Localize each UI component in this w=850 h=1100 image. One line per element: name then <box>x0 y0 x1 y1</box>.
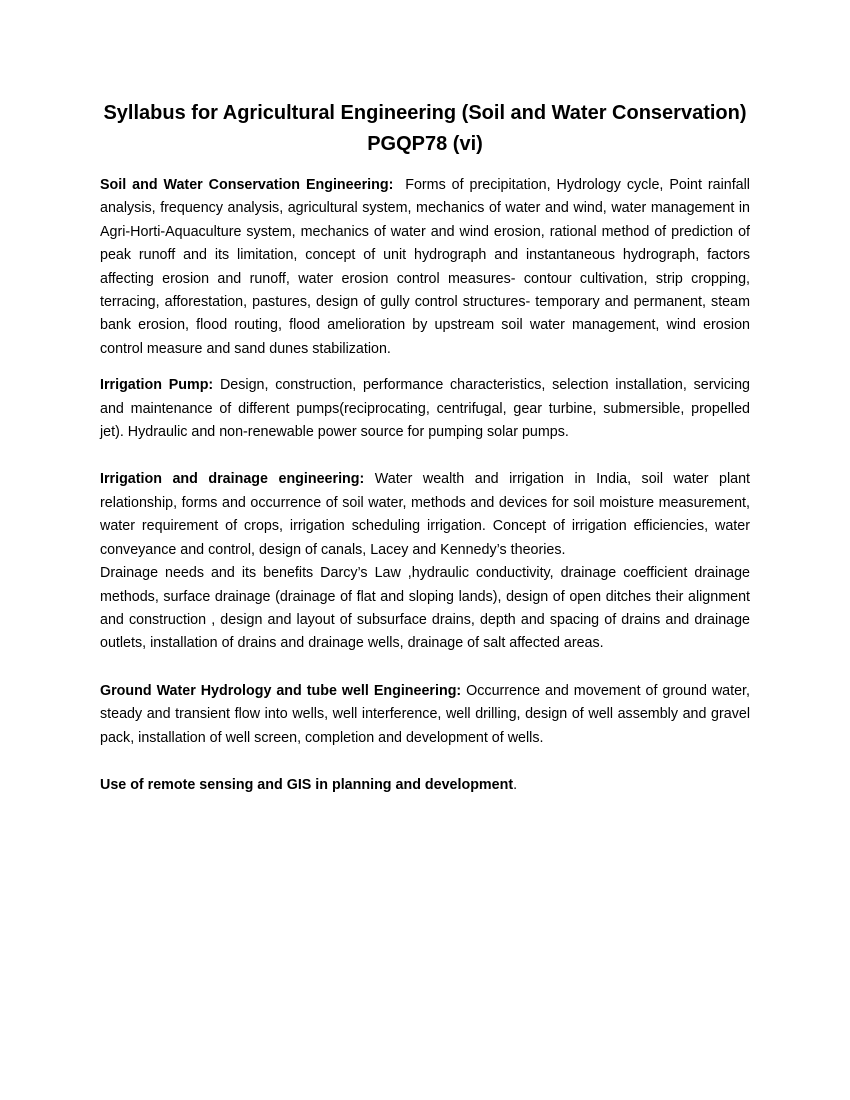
section-heading: Ground Water Hydrology and tube well Engineering: <box>100 682 462 699</box>
section-ground-water-hydrology <box>100 680 750 750</box>
spacer <box>100 444 750 468</box>
final-period: . <box>513 776 518 793</box>
spacer <box>100 656 750 680</box>
title-line-2: PGQP78 (vi) <box>367 133 483 155</box>
document-page <box>100 98 750 797</box>
section-body: Forms of precipitation, Hydrology cycle, Point rainfall analysis, frequency analysis, agricultural system, mechanics of water and wind, water management in Agri-Horti-Aquaculture system, mechanics of water and wind erosion, rational method of prediction of peak runoff and its limitation, concept of unit hydrograph and instantaneous hydrograph, factors affecting erosion and runoff, water erosion control measures- contour cultivation, strip cropping, terracing, afforestation, pastures, design of gully control structures- temporary and permanent, steam bank erosion, flood routing, flood amelioration by upstream soil water management, wind erosion control measure and sand dunes stabilization. <box>100 177 750 357</box>
section-remote-sensing <box>100 774 750 797</box>
section-heading: Irrigation Pump: <box>100 377 214 394</box>
section-irrigation-drainage <box>100 468 750 562</box>
page-title <box>100 98 750 160</box>
section-body: Drainage needs and its benefits Darcy’s Law ,hydraulic conductivity, drainage coefficient drainage methods, surface drainage (drainage of flat and sloping lands), design of open ditches their alignment and construction , design and layout of subsurface drains, depth and spacing of drains and drainage outlets, installation of drains and drainage wells, drainage of salt affected areas. <box>100 565 750 652</box>
title-line-1: Syllabus for Agricultural Engineering (Soil and Water Conservation) <box>103 102 747 124</box>
section-soil-water-conservation <box>100 174 750 361</box>
section-heading: Soil and Water Conservation Engineering: <box>100 177 394 193</box>
spacer <box>100 361 750 374</box>
section-irrigation-pump <box>100 374 750 444</box>
spacer <box>100 750 750 774</box>
section-body: Occurrence and movement of ground water, steady and transient flow into wells, well interference, well drilling, design of well assembly and gravel pack, installation of well screen, completion and development of wells. <box>100 682 750 746</box>
section-heading: Use of remote sensing and GIS in planning and development <box>100 776 514 793</box>
section-body: Design, construction, performance characteristics, selection installation, servicing and maintenance of different pumps(reciprocating, centrifugal, gear turbine, submersible, propelled jet). Hydraulic and non-renewable power source for pumping solar pumps. <box>100 377 751 441</box>
section-drainage-continued <box>100 562 750 656</box>
section-body: Water wealth and irrigation in India, soil water plant relationship, forms and occurrence of soil water, methods and devices for soil moisture measurement, water requirement of crops, irrigation scheduling irrigation. Concept of irrigation efficiencies, water conveyance and control, design of canals, Lacey and Kennedy’s theories. <box>100 471 750 558</box>
section-heading: Irrigation and drainage engineering: <box>100 471 365 488</box>
